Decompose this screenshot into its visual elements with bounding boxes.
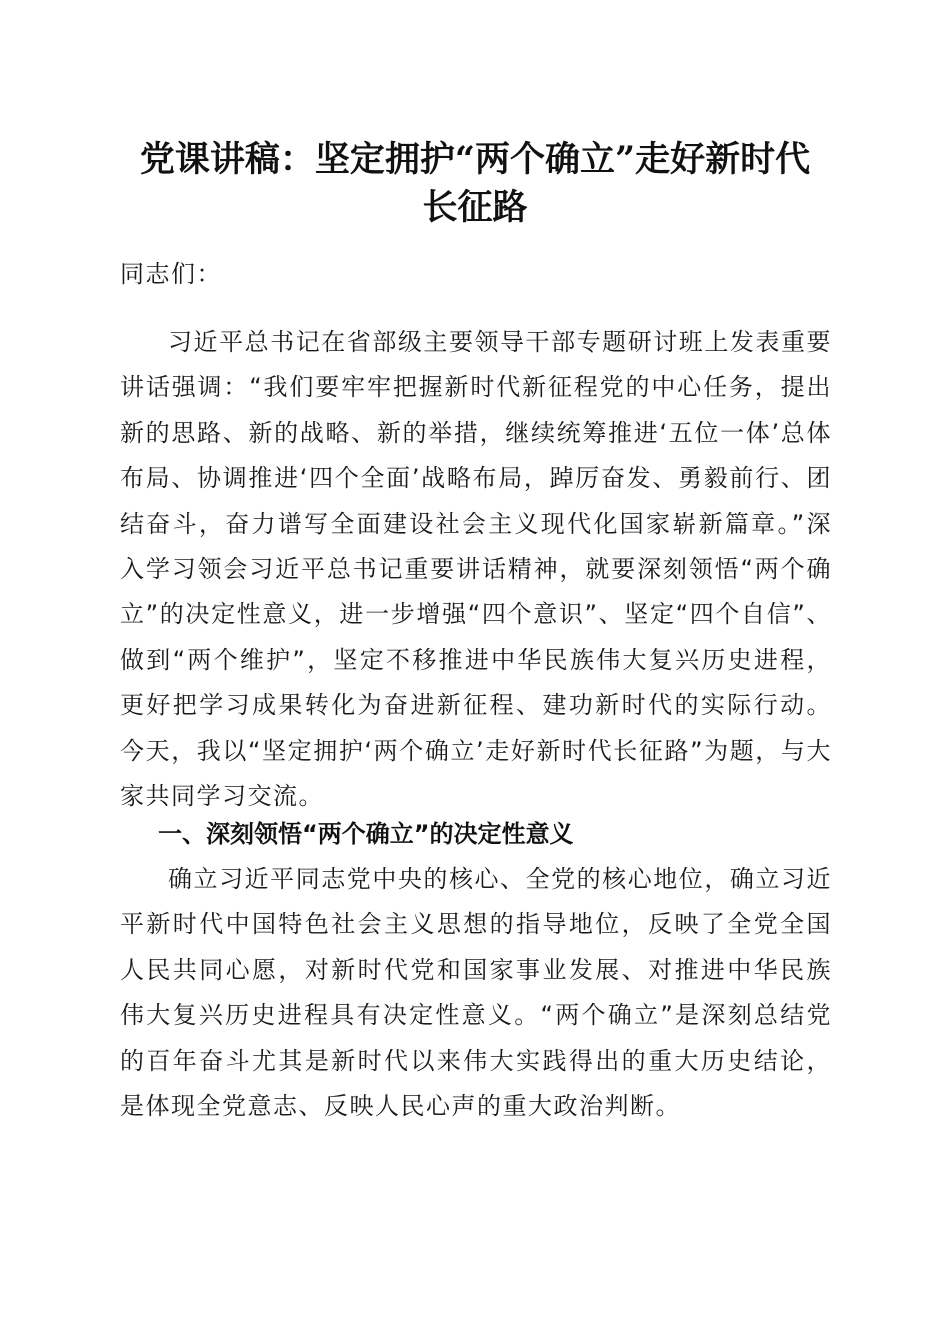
document-title-line-2: 长征路 xyxy=(422,187,528,228)
section-heading: 一、深刻领悟“两个确立”的决定性意义 xyxy=(158,820,574,848)
salutation: 同志们： xyxy=(120,260,222,288)
paragraph-section-1: 确立习近平同志党中央的核心、全党的核心地位，确立习近平新时代中国特色社会主义思想的指导地位，反映了全党全国人民共同心愿，对新时代党和国家事业发展、对推进中华民族伟大复兴历史进程具有决定性意义。“两个确立”是深刻总结党的百年奋斗尤其是新时代以来伟大实践得出的重大历史结论，是体现全党意志、反映人民心声的重大政治判断。 xyxy=(120,865,832,1121)
paragraph-intro: 习近平总书记在省部级主要领导干部专题研讨班上发表重要讲话强调：“我们要牢牢把握新时代新征程党的中心任务，提出新的思路、新的战略、新的举措，继续统筹推进‘五位一体’总体布局、协调推进‘四个全面’战略布局，踔厉奋发、勇毅前行、团结奋斗，奋力谱写全面建设社会主义现代化国家崭新篇章。”深入学习领会习近平总书记重要讲话精神，就要深刻领悟“两个确立”的决定性意义，进一步增强“四个意识”、坚定“四个自信”、做到“两个维护”，坚定不移推进中华民族伟大复兴历史进程，更好把学习成果转化为奋进新征程、建功新时代的实际行动。今天，我以“坚定拥护‘两个确立’走好新时代长征路”为题，与大家共同学习交流。 xyxy=(120,328,832,811)
document-title-line-1: 党课讲稿：坚定拥护“两个确立”走好新时代 xyxy=(139,139,811,180)
